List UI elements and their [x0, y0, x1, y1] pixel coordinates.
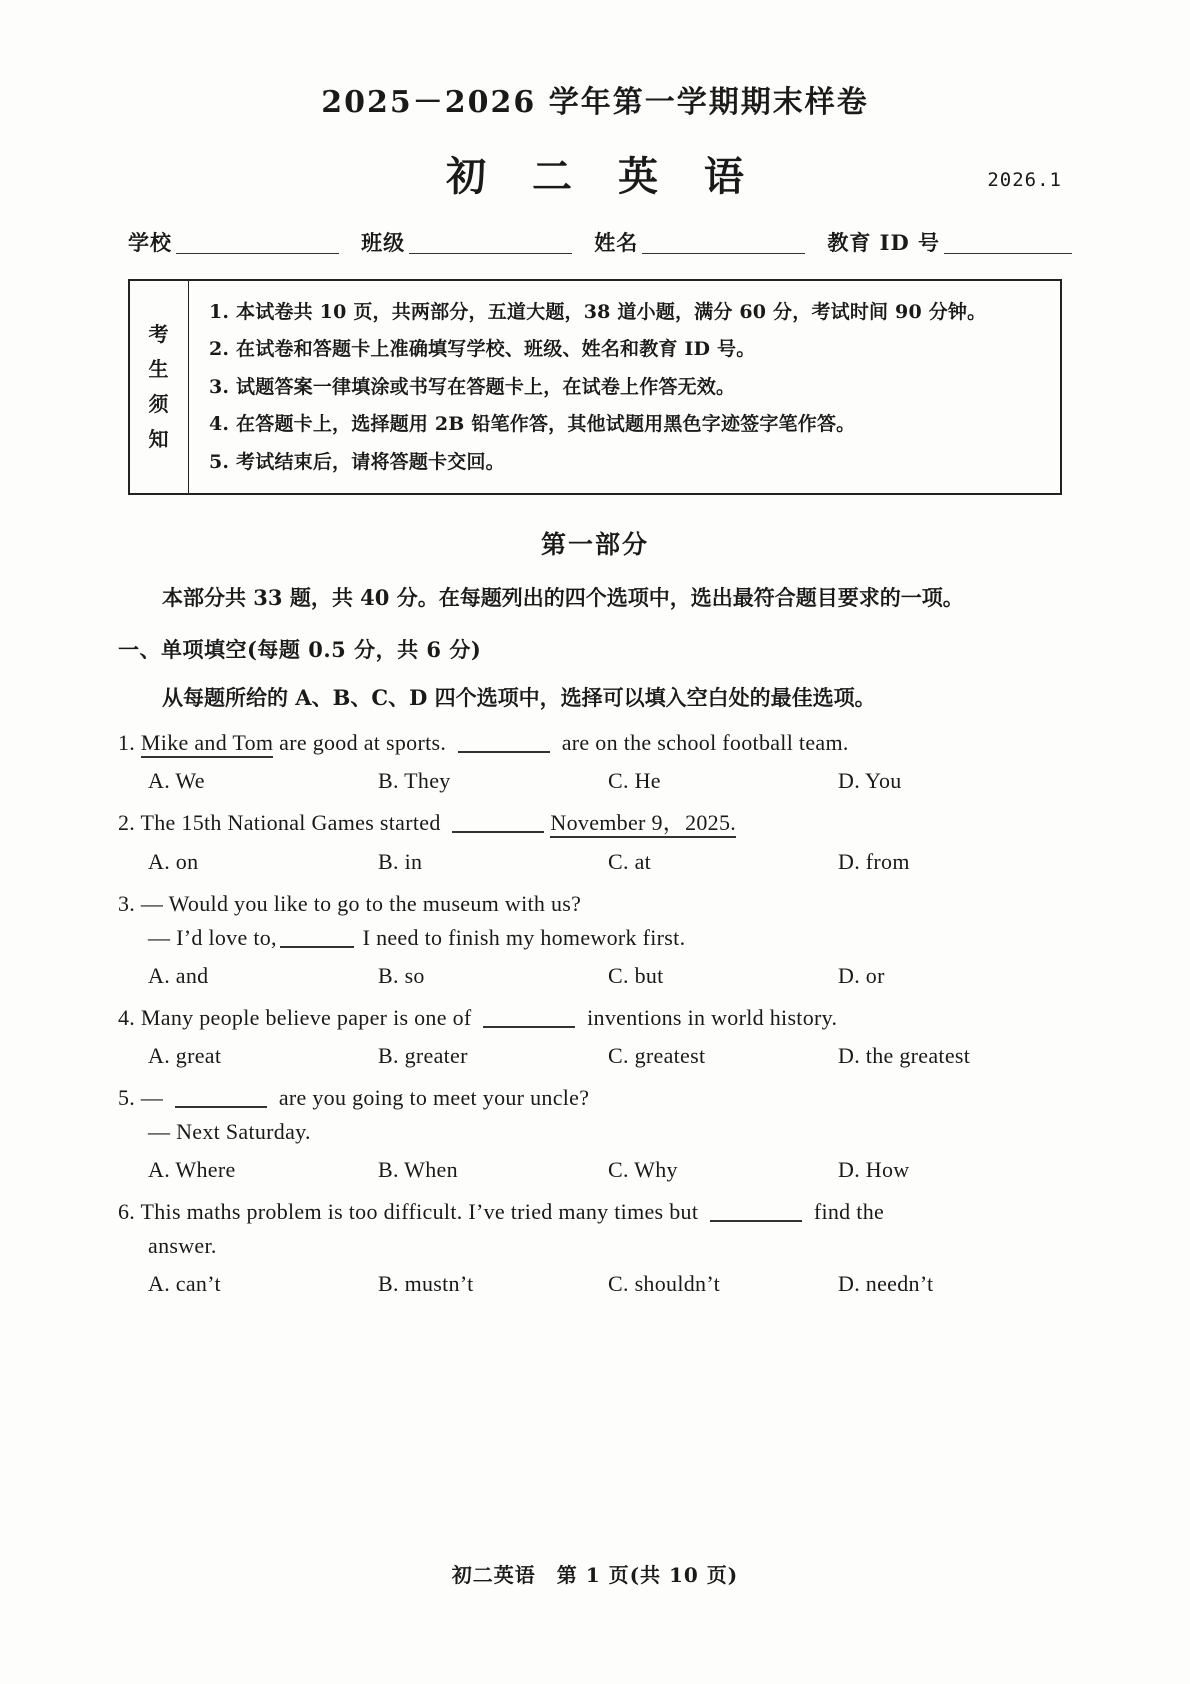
question-5-option-c[interactable]: C. Why: [608, 1157, 678, 1183]
question-4-answer-blank[interactable]: [483, 1026, 575, 1028]
question-3-options: [118, 963, 1080, 989]
question-6-options: [118, 1271, 1080, 1297]
question-4-option-c[interactable]: C. greatest: [608, 1042, 706, 1068]
question-5-stem-line-2: — Next Saturday.: [148, 1118, 311, 1144]
question-1-option-b[interactable]: B. They: [378, 768, 451, 794]
question-1-option-d[interactable]: D. You: [838, 768, 902, 794]
question-3-option-b[interactable]: B. so: [378, 962, 425, 988]
question-1-number: 1.: [118, 730, 136, 756]
question-2: [118, 806, 1080, 874]
question-5: [118, 1081, 1080, 1183]
question-5-answer-blank[interactable]: [175, 1106, 267, 1108]
student-info-row: [0, 217, 1190, 257]
question-2-stem: [118, 806, 1080, 840]
notice-item: 4. 在答题卡上，选择题用 2B 铅笔作答，其他试题用黑色字迹签字笔作答。: [209, 413, 856, 436]
question-2-option-b[interactable]: B. in: [378, 848, 423, 874]
part-one-description: 本部分共 33 题，共 40 分。在每题列出的四个选项中，选出最符合题目要求的一项。: [162, 585, 964, 610]
notice-side-char-2: 生: [148, 357, 170, 381]
question-4-option-b[interactable]: B. greater: [378, 1042, 468, 1068]
question-4-stem-before: Many people believe paper is one of: [140, 1004, 478, 1030]
question-3-stem-line-2: [118, 921, 1080, 955]
question-1: [118, 726, 1080, 794]
info-label-class: 班级: [361, 230, 406, 255]
question-6-stem-before: This maths problem is too difficult. I’ve tried many times but: [140, 1199, 705, 1225]
notice-side-char-4: 知: [148, 427, 170, 451]
question-2-option-a[interactable]: A. on: [148, 848, 199, 874]
question-6-option-d[interactable]: D. needn’t: [838, 1271, 934, 1297]
notice-item: 5. 考试结束后，请将答题卡交回。: [209, 450, 505, 473]
question-6-number: 6.: [118, 1199, 136, 1225]
question-3-stem-line-1: [118, 887, 1080, 921]
info-label-education-id: 教育 ID 号: [827, 230, 940, 255]
notice-side-label: [130, 281, 189, 493]
info-field-name: [594, 227, 827, 257]
info-label-school: 学校: [128, 230, 172, 255]
question-4-stem: [118, 1001, 1080, 1035]
info-label-name: 姓名: [594, 230, 639, 255]
page-footer: 初二英语 第 1 页(共 10 页): [451, 1563, 739, 1587]
question-1-option-c[interactable]: C. He: [608, 768, 661, 794]
question-1-answer-blank[interactable]: [458, 751, 550, 753]
subject-row: [0, 145, 1190, 217]
info-blank-class[interactable]: [409, 233, 572, 254]
question-1-options: [118, 768, 1080, 794]
question-2-stem-before: The 15th National Games started: [140, 810, 447, 836]
question-2-underlined-date: November 9，2025.: [550, 810, 736, 838]
question-5-line1-after: are you going to meet your uncle?: [273, 1084, 590, 1110]
notice-side-char-3: 须: [148, 392, 170, 416]
question-1-option-a[interactable]: A. We: [148, 768, 205, 794]
question-4-stem-after: inventions in world history.: [581, 1004, 838, 1030]
question-3-option-d[interactable]: D. or: [838, 962, 885, 988]
question-2-options: [118, 849, 1080, 875]
question-3: [118, 887, 1080, 989]
notice-item: 3. 试题答案一律填涂或书写在答题卡上，在试卷上作答无效。: [209, 375, 736, 398]
question-1-stem-mid: are good at sports.: [273, 730, 452, 756]
question-4: [118, 1001, 1080, 1069]
question-3-option-c[interactable]: C. but: [608, 962, 664, 988]
info-blank-school[interactable]: [176, 233, 339, 254]
question-4-option-d[interactable]: D. the greatest: [838, 1042, 971, 1068]
question-list: [118, 726, 1080, 1297]
question-2-number: 2.: [118, 810, 136, 836]
question-2-option-c[interactable]: C. at: [608, 848, 652, 874]
question-4-options: [118, 1043, 1080, 1069]
question-1-stem: [118, 726, 1080, 760]
question-5-stem-line-1: [118, 1081, 1080, 1115]
question-6-answer-blank[interactable]: [710, 1220, 802, 1222]
question-5-option-a[interactable]: A. Where: [148, 1157, 236, 1183]
question-6-stem-after: find the: [808, 1199, 885, 1225]
question-5-options: [118, 1157, 1080, 1183]
notice-body: [189, 281, 1060, 493]
question-3-line2-after: I need to finish my homework first.: [356, 924, 686, 950]
exam-title: 2025－2026 学年第一学期期末样卷: [321, 85, 869, 120]
question-4-number: 4.: [118, 1004, 136, 1030]
notice-side-char-1: 考: [148, 322, 170, 346]
part-one-title: 第一部分: [540, 530, 649, 559]
question-3-line2-before: — I’d love to,: [148, 924, 277, 950]
section-sub-instruction: 从每题所给的 A、B、C、D 四个选项中，选择可以填入空白处的最佳选项。: [162, 685, 876, 711]
question-3-option-a[interactable]: A. and: [148, 962, 209, 988]
question-5-option-d[interactable]: D. How: [838, 1157, 910, 1183]
notice-item: 1. 本试卷共 10 页，共两部分，五道大题，38 道小题，满分 60 分，考试时间 90 分钟。: [209, 300, 987, 323]
subject-title: 初 二 英 语: [446, 153, 760, 200]
notice-box: [128, 279, 1062, 495]
info-blank-name[interactable]: [642, 233, 805, 254]
question-2-option-d[interactable]: D. from: [838, 848, 910, 874]
question-3-number: 3.: [118, 890, 136, 916]
question-5-line1-before: —: [140, 1084, 170, 1110]
question-6: [118, 1195, 1080, 1297]
section-heading-single-choice: 一、单项填空(每题 0.5 分，共 6 分): [118, 637, 482, 663]
question-2-answer-blank[interactable]: [452, 831, 544, 833]
question-5-option-b[interactable]: B. When: [378, 1157, 458, 1183]
notice-item: 2. 在试卷和答题卡上准确填写学校、班级、姓名和教育 ID 号。: [209, 338, 756, 361]
question-5-number: 5.: [118, 1084, 136, 1110]
exam-date: 2026.1: [987, 169, 1062, 191]
info-field-school: [128, 227, 361, 257]
info-blank-education-id[interactable]: [944, 233, 1072, 254]
question-6-option-c[interactable]: C. shouldn’t: [608, 1271, 720, 1297]
info-field-education-id: [827, 227, 1072, 257]
question-6-option-b[interactable]: B. mustn’t: [378, 1271, 474, 1297]
question-1-stem-after: are on the school football team.: [555, 730, 849, 756]
info-field-class: [361, 227, 594, 257]
question-3-line1: — Would you like to go to the museum with us?: [140, 890, 582, 916]
question-4-option-a[interactable]: A. great: [148, 1042, 222, 1068]
question-6-stem-wrap: answer.: [148, 1233, 217, 1259]
question-1-underlined-subject: Mike and Tom: [141, 730, 273, 758]
question-6-option-a[interactable]: A. can’t: [148, 1271, 221, 1297]
question-6-stem: [118, 1195, 1080, 1229]
question-3-answer-blank[interactable]: [280, 946, 354, 948]
